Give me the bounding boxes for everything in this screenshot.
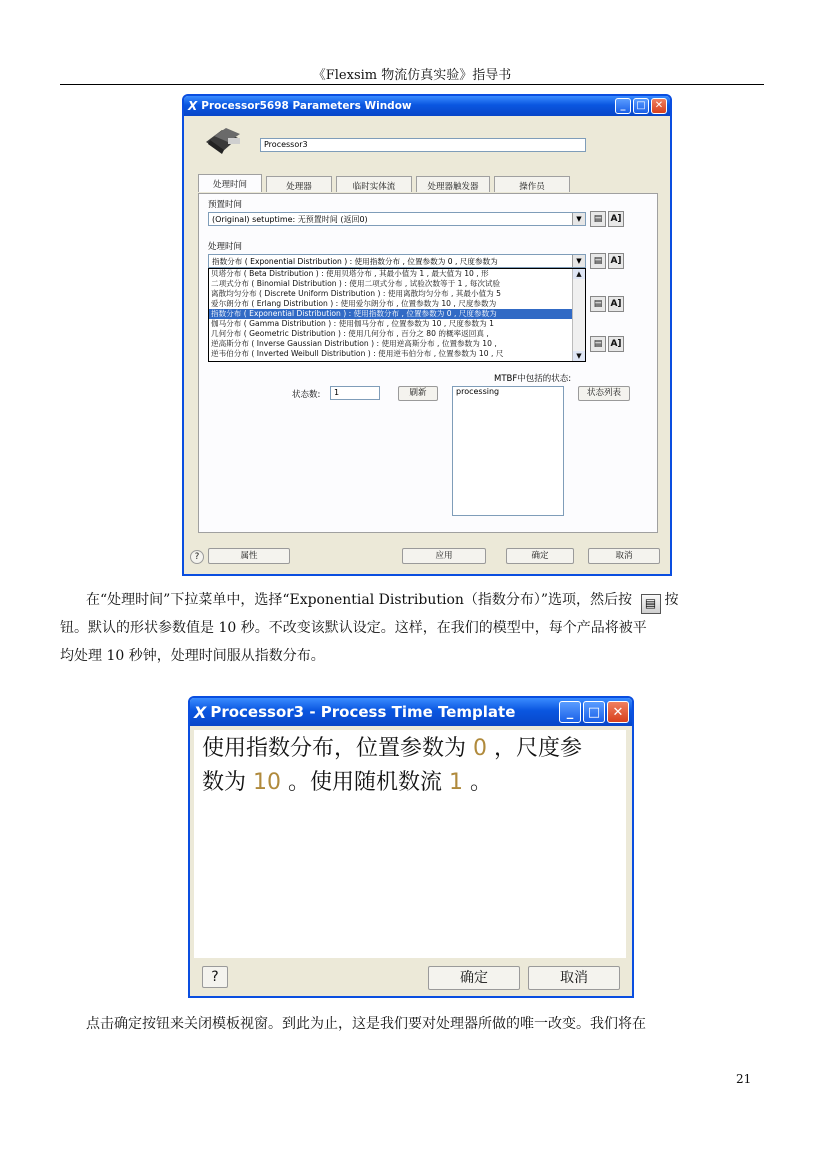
cancel-button[interactable]: 取消 (588, 548, 660, 564)
distribution-option[interactable]: 伽马分布 ( Gamma Distribution ) : 使用伽马分布 , 位置参数为 10 , 尺度参数为 1 (211, 319, 494, 328)
distribution-option[interactable]: 几何分布 ( Geometric Distribution ) : 使用几何分布 , 百分之 80 的概率返回真 , (211, 329, 489, 338)
flexsim-logo-icon: X (188, 99, 198, 113)
process-time-label: 处理时间 (208, 242, 243, 252)
distribution-option[interactable]: 爱尔朗分布 ( Erlang Distribution ) : 使用爱尔朗分布 , 位置参数为 10 , 尺度参数为 (211, 299, 497, 308)
chevron-down-icon[interactable]: ▼ (572, 255, 585, 267)
distribution-option[interactable]: 离散均匀分布 ( Discrete Uniform Distribution ) : 使用离散均匀分布 , 其最小值为 5 (211, 289, 501, 298)
distribution-option[interactable]: 二项式分布 ( Binomial Distribution ) : 使用二项式分布 , 试验次数等于 1 , 每次试验 (211, 279, 501, 288)
state-count-label: 状态数: (292, 390, 321, 400)
template-ok-button[interactable]: 确定 (428, 966, 520, 990)
template-window-title: Processor3 - Process Time Template (210, 703, 516, 721)
header-rule (60, 84, 764, 85)
close-icon[interactable]: ✕ (607, 701, 629, 723)
setup-time-value: (Original) setuptime: 无预置时间 (返回0) (212, 215, 368, 224)
tab-flowitem-flow[interactable]: 临时实体流 (336, 176, 412, 192)
scroll-up-icon[interactable]: ▲ (573, 269, 585, 279)
location-parameter-value[interactable]: 0 (473, 736, 487, 761)
template-text: 使用指数分布，位置参数为 0 ，尺度参 数为 10 。使用随机数流 1 。 (202, 736, 582, 795)
code-edit-icon[interactable]: A] (608, 336, 624, 352)
distribution-dropdown-list[interactable] (208, 268, 586, 362)
template-help-button[interactable]: ? (202, 966, 228, 988)
template-window-titlebar[interactable] (190, 698, 632, 726)
template-cancel-button[interactable]: 取消 (528, 966, 620, 990)
maximize-icon[interactable]: □ (583, 701, 605, 723)
page-header-title: 《Flexsim 物流仿真实验》指导书 (312, 68, 512, 83)
scale-parameter-value[interactable]: 10 (253, 770, 281, 795)
maximize-icon[interactable]: □ (633, 98, 649, 114)
process-time-select[interactable] (208, 254, 586, 268)
mtbf-states-label: MTBF中包括的状态: (494, 374, 572, 384)
distribution-option[interactable]: 逆韦伯分布 ( Inverted Weibull Distribution ) : 使用逆韦伯分布 , 位置参数为 10 , 尺 (211, 349, 504, 358)
setup-time-label: 预置时间 (208, 200, 243, 210)
state-count-input[interactable]: 1 (330, 386, 380, 400)
code-edit-icon[interactable]: A] (608, 296, 624, 312)
page-number: 21 (736, 1072, 752, 1086)
random-stream-value[interactable]: 1 (449, 770, 463, 795)
tab-operators[interactable]: 操作员 (494, 176, 570, 192)
distribution-option[interactable]: 指数分布 ( Exponential Distribution ) : 使用指数分布 , 位置参数为 0 , 尺度参数为 (209, 309, 573, 319)
distribution-option[interactable]: 贝塔分布 ( Beta Distribution ) : 使用贝塔分布 , 其最小值为 1 , 最大值为 10 , 形 (211, 269, 489, 278)
properties-button[interactable]: 属性 (208, 548, 290, 564)
template-icon[interactable]: ▤ (590, 296, 606, 312)
close-icon[interactable]: ✕ (651, 98, 667, 114)
scroll-down-icon[interactable]: ▼ (573, 351, 585, 361)
state-list-button[interactable]: 状态列表 (578, 386, 630, 401)
template-window (188, 696, 634, 998)
paragraph-1-line-3: 均处理 10 秒钟，处理时间服从指数分布。 (60, 648, 325, 664)
tab-processor[interactable]: 处理器 (266, 176, 332, 192)
parameters-window-titlebar[interactable] (184, 96, 670, 116)
minimize-icon[interactable]: _ (615, 98, 631, 114)
paragraph-2-line-1: 点击确定按钮来关闭模板视窗。到此为止，这是我们要对处理器所做的唯一改变。我们将在 (86, 1016, 646, 1032)
apply-button[interactable]: 应用 (402, 548, 486, 564)
ok-button[interactable]: 确定 (506, 548, 574, 564)
tab-panel (198, 193, 658, 533)
chevron-down-icon[interactable]: ▼ (572, 213, 585, 225)
template-text-area[interactable] (194, 730, 626, 958)
distribution-option[interactable]: 逆高斯分布 ( Inverse Gaussian Distribution ) : 使用逆高斯分布 , 位置参数为 10 , (211, 339, 497, 348)
parameters-window (182, 94, 672, 576)
template-icon[interactable]: ▤ (590, 336, 606, 352)
code-edit-icon[interactable]: A] (608, 211, 624, 227)
state-item-processing[interactable]: processing (456, 387, 500, 396)
setup-time-select[interactable] (208, 212, 586, 226)
paragraph-1-line-2: 钮。默认的形状参数值是 10 秒。不改变该默认设定。这样，在我们的模型中，每个产品将被平 (60, 620, 647, 636)
minimize-icon[interactable]: _ (559, 701, 581, 723)
tab-process-time[interactable]: 处理时间 (198, 174, 262, 192)
tab-triggers[interactable]: 处理器触发器 (416, 176, 490, 192)
parameters-window-title: Processor5698 Parameters Window (201, 100, 412, 112)
process-time-value: 指数分布 ( Exponential Distribution ) : 使用指数分布 , 位置参数为 0 , 尺度参数为 (212, 257, 498, 266)
inline-template-icon: ▤ (641, 594, 661, 614)
tab-bar (198, 174, 658, 194)
paragraph-1-line-1: 在“处理时间”下拉菜单中，选择“Exponential Distribution（指数分布）”选项，然后按 ▤ 按 (86, 586, 786, 614)
refresh-button[interactable]: 刷新 (398, 386, 438, 401)
template-icon[interactable]: ▤ (590, 211, 606, 227)
help-button[interactable]: ? (190, 550, 204, 564)
dropdown-scrollbar[interactable] (572, 269, 585, 361)
processor-icon (204, 124, 246, 156)
object-name-input[interactable]: Processor3 (260, 138, 586, 152)
template-icon[interactable]: ▤ (590, 253, 606, 269)
states-listbox[interactable] (452, 386, 564, 516)
flexsim-logo-icon: X (194, 702, 207, 722)
code-edit-icon[interactable]: A] (608, 253, 624, 269)
